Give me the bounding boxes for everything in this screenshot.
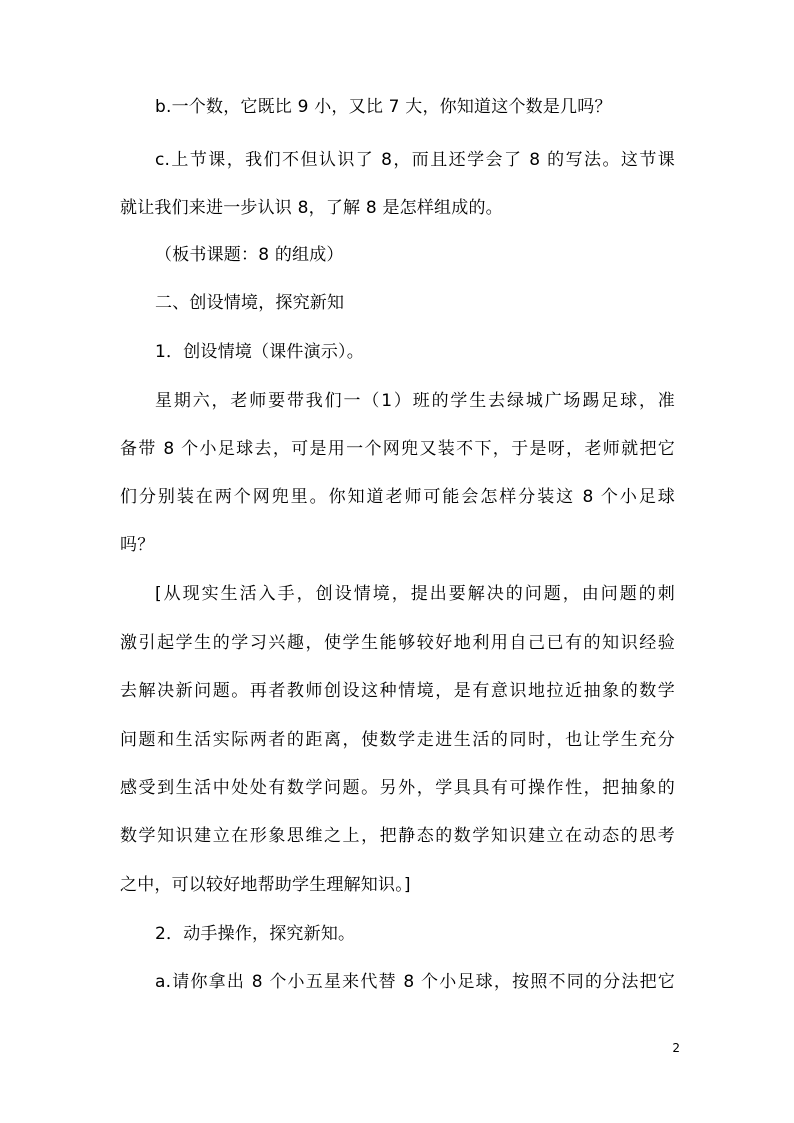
comment-line-6: 数学知识建立在形象思维之上，把静态的数学知识建立在动态的思考 bbox=[120, 826, 675, 846]
comment-line-7: 之中，可以较好地帮助学生理解知识。] bbox=[120, 875, 411, 895]
comment-line-5: 感受到生活中处处有数学问题。另外，学具具有可操作性，把抽象的 bbox=[120, 778, 675, 798]
paragraph-c-line-1: c.上节课，我们不但认识了 8，而且还学会了 8 的写法。这节课 bbox=[155, 150, 675, 170]
step-2-heading: 2．动手操作，探究新知。 bbox=[155, 924, 356, 944]
page-number: 2 bbox=[672, 1041, 680, 1055]
scenario-line-4: 吗？ bbox=[120, 535, 155, 555]
scenario-line-2: 备带 8 个小足球去，可是用一个网兜又装不下，于是呀，老师就把它 bbox=[120, 439, 675, 459]
scenario-line-1: 星期六，老师要带我们一（1）班的学生去绿城广场踢足球，准 bbox=[155, 391, 675, 411]
board-title-line: （板书课题：8 的组成） bbox=[155, 245, 344, 265]
section-heading: 二、创设情境，探究新知 bbox=[155, 293, 345, 313]
step-1-heading: 1．创设情境（课件演示）。 bbox=[155, 342, 364, 362]
comment-line-4: 问题和生活实际两者的距离，使数学走进生活的同时，也让学生充分 bbox=[120, 730, 675, 750]
comment-line-1: [从现实生活入手，创设情境，提出要解决的问题，由问题的刺 bbox=[155, 584, 675, 604]
comment-line-2: 激引起学生的学习兴趣，使学生能够较好地利用自己已有的知识经验 bbox=[120, 633, 675, 653]
question-b-line: b.一个数，它既比 9 小，又比 7 大，你知道这个数是几吗？ bbox=[155, 97, 612, 117]
scenario-line-3: 们分别装在两个网兜里。你知道老师可能会怎样分装这 8 个小足球 bbox=[120, 487, 675, 507]
paragraph-c-line-2: 就让我们来进一步认识 8，了解 8 是怎样组成的。 bbox=[120, 198, 503, 218]
comment-line-3: 去解决新问题。再者教师创设这种情境，是有意识地拉近抽象的数学 bbox=[120, 681, 675, 701]
activity-a-line: a.请你拿出 8 个小五星来代替 8 个小足球，按照不同的分法把它 bbox=[155, 972, 675, 992]
